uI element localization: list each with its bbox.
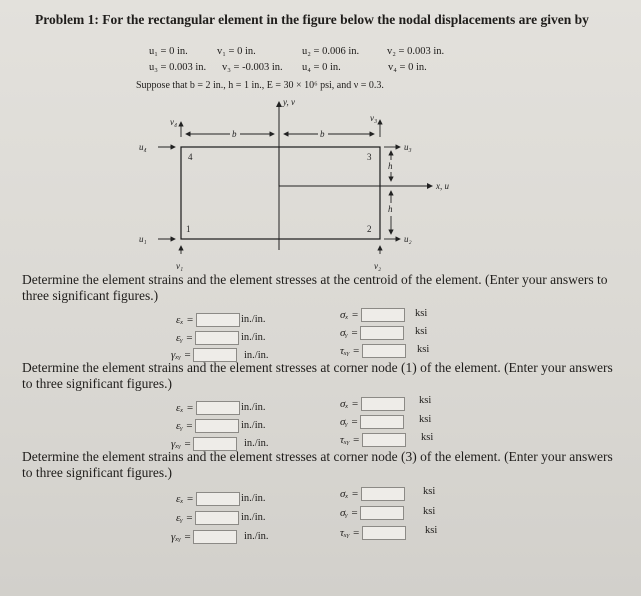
q1-sig-y-unit: ksi: [415, 326, 428, 337]
q3-eps-y-row: [176, 511, 239, 525]
question-centroid: Determine the element strains and the element stresses at the centroid of the element. (Enter your answers to three significant figures.): [22, 272, 608, 303]
q1-eps-y-row: [176, 331, 239, 345]
disp-v4: v₄ = 0 in.: [388, 62, 427, 73]
q2-tau-xy-row: [340, 433, 406, 447]
q3-sig-x-unit: ksi: [423, 486, 436, 497]
q2-sig-x-label: σₓ =: [340, 397, 359, 410]
label-h-lower: h: [388, 204, 393, 214]
question-node-3: Determine the element strains and the element stresses at corner node (3) of the element. (Enter your answers to three significant figures.): [22, 449, 613, 480]
q3-sig-x-label: σₓ =: [340, 487, 359, 500]
q3-gamma-xy-label: γₓᵧ =: [171, 530, 192, 543]
q3-eps-x-unit: in./in.: [241, 493, 266, 504]
disp-u1: u₁ = 0 in.: [149, 46, 188, 57]
q3-tau-xy-input[interactable]: [362, 526, 406, 540]
q3-eps-x-row: [176, 492, 240, 506]
q2-sig-y-input[interactable]: [360, 415, 404, 429]
q2-tau-xy-unit: ksi: [421, 432, 434, 443]
q1-sig-y-label: σᵧ =: [340, 326, 359, 339]
node-label-1: 1: [186, 224, 191, 234]
label-h-upper: h: [388, 161, 393, 171]
node-label-4: 4: [188, 152, 193, 162]
q1-sig-y-input[interactable]: [360, 326, 404, 340]
q2-gamma-xy-label: γₓᵧ =: [171, 437, 192, 450]
q3-sig-y-label: σᵧ =: [340, 506, 359, 519]
node-label-2: 2: [367, 224, 372, 234]
q1-tau-xy-input[interactable]: [362, 344, 406, 358]
q1-sig-x-row: [340, 308, 405, 322]
q3-eps-y-input[interactable]: [195, 511, 239, 525]
given-properties: Suppose that b = 2 in., h = 1 in., E = 30 × 10⁶ psi, and ν = 0.3.: [136, 80, 384, 91]
q3-tau-xy-unit: ksi: [425, 525, 438, 536]
label-x-axis: x, u: [436, 181, 449, 191]
inner-boundary-line: [279, 147, 380, 186]
q2-eps-x-input[interactable]: [196, 401, 240, 415]
q3-tau-xy-row: [340, 526, 406, 540]
q1-sig-x-label: σₓ =: [340, 308, 359, 321]
label-u2: u₂: [404, 234, 412, 244]
q3-gamma-xy-input[interactable]: [193, 530, 237, 544]
q2-sig-x-row: [340, 397, 405, 411]
q2-sig-x-unit: ksi: [419, 395, 432, 406]
q2-eps-y-unit: in./in.: [241, 420, 266, 431]
q2-sig-y-label: σᵧ =: [340, 415, 359, 428]
q3-sig-y-unit: ksi: [423, 506, 436, 517]
q2-tau-xy-label: τₓᵧ =: [340, 433, 360, 446]
disp-v3: v₃ = -0.003 in.: [222, 62, 283, 73]
q1-sig-x-unit: ksi: [415, 308, 428, 319]
q1-tau-xy-row: [340, 344, 406, 358]
label-u3: u₃: [404, 142, 412, 152]
q1-sig-y-row: [340, 326, 404, 340]
q3-sig-y-input[interactable]: [360, 506, 404, 520]
label-v4: v₄: [170, 117, 178, 127]
question-node-1: Determine the element strains and the element stresses at corner node (1) of the element. (Enter your answers to three significant figures.): [22, 360, 613, 391]
q3-tau-xy-label: τₓᵧ =: [340, 526, 360, 539]
q3-eps-x-input[interactable]: [196, 492, 240, 506]
q1-sig-x-input[interactable]: [361, 308, 405, 322]
label-u1: u₁: [139, 234, 147, 244]
q1-eps-y-input[interactable]: [195, 331, 239, 345]
disp-v2: v₂ = 0.003 in.: [387, 46, 445, 57]
label-v3: v₃: [370, 113, 378, 123]
q2-eps-x-row: [176, 401, 240, 415]
q3-sig-x-input[interactable]: [361, 487, 405, 501]
disp-u3: u₃ = 0.003 in.: [149, 62, 207, 73]
q2-sig-y-row: [340, 415, 404, 429]
q2-sig-y-unit: ksi: [419, 414, 432, 425]
q1-eps-x-input[interactable]: [196, 313, 240, 327]
label-v2: v₂: [374, 261, 382, 271]
disp-u4: u₄ = 0 in.: [302, 62, 341, 73]
q1-eps-y-unit: in./in.: [241, 332, 266, 343]
q1-tau-xy-label: τₓᵧ =: [340, 344, 360, 357]
q3-gamma-xy-row: [171, 530, 237, 544]
q2-eps-x-unit: in./in.: [241, 402, 266, 413]
q3-sig-x-row: [340, 487, 405, 501]
disp-u2: u₂ = 0.006 in.: [302, 46, 360, 57]
q1-tau-xy-unit: ksi: [417, 344, 430, 355]
label-y-axis: y, v: [283, 97, 295, 107]
node-label-3: 3: [367, 152, 372, 162]
q2-eps-y-input[interactable]: [195, 419, 239, 433]
element-rectangle: [181, 147, 380, 239]
q2-tau-xy-input[interactable]: [362, 433, 406, 447]
q1-eps-x-row: [176, 313, 240, 327]
q1-gamma-xy-label: γₓᵧ =: [171, 348, 192, 361]
q1-eps-x-label: εₓ =: [176, 313, 194, 326]
q2-sig-x-input[interactable]: [361, 397, 405, 411]
q2-eps-y-row: [176, 419, 239, 433]
q3-eps-y-unit: in./in.: [241, 512, 266, 523]
q1-gamma-xy-unit: in./in.: [244, 350, 269, 361]
disp-v1: v₁ = 0 in.: [217, 46, 256, 57]
q3-sig-y-row: [340, 506, 404, 520]
q1-eps-x-unit: in./in.: [241, 314, 266, 325]
q1-eps-y-label: εᵧ =: [176, 331, 194, 344]
q3-eps-x-label: εₓ =: [176, 492, 194, 505]
q3-gamma-xy-unit: in./in.: [244, 531, 269, 542]
label-u4: u₄: [139, 142, 147, 152]
label-b-right: b: [320, 129, 325, 139]
q2-eps-x-label: εₓ =: [176, 401, 194, 414]
problem-title: Problem 1: For the rectangular element in the figure below the nodal displacements are given by: [35, 12, 589, 27]
label-v1: v₁: [176, 261, 184, 271]
label-b-left: b: [232, 129, 237, 139]
element-figure: [0, 0, 641, 280]
q3-eps-y-label: εᵧ =: [176, 511, 194, 524]
q2-gamma-xy-unit: in./in.: [244, 438, 269, 449]
q2-eps-y-label: εᵧ =: [176, 419, 194, 432]
